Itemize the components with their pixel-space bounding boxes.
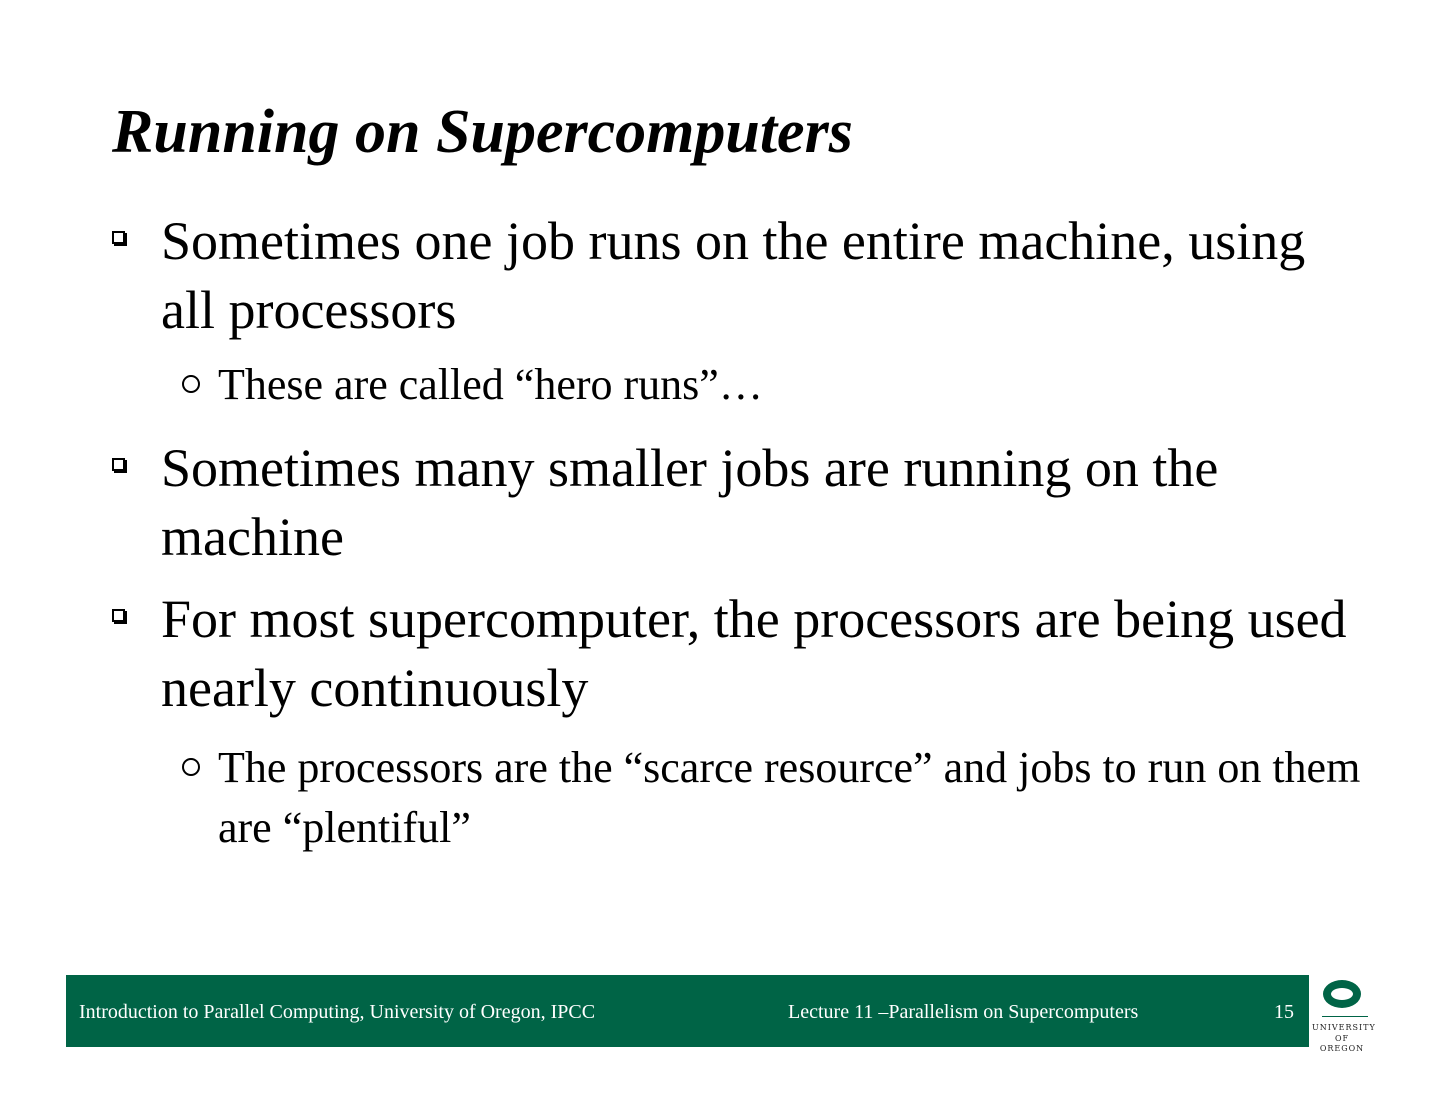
university-logo: [1312, 976, 1376, 1053]
square-bullet-icon: [112, 609, 125, 622]
footer-lecture: Lecture 11 –Parallelism on Supercomputers: [788, 1001, 1139, 1023]
logo-text-university: UNIVERSITY: [1312, 1023, 1376, 1032]
oregon-o-icon: [1323, 980, 1361, 1008]
page-number: 15: [1274, 1001, 1294, 1023]
bullet-text: For most supercomputer, the processors are being used nearly continuously: [161, 589, 1347, 718]
square-bullet-icon: [112, 458, 125, 471]
bullet-item: [112, 585, 1362, 723]
circle-bullet-icon: [182, 375, 200, 393]
sub-bullet-text: These are called “hero runs”…: [218, 360, 763, 409]
footer-course: Introduction to Parallel Computing, University of Oregon, IPCC: [79, 1001, 596, 1023]
sub-bullet-text: The processors are the “scarce resource” and jobs to run on them are “plentiful”: [218, 743, 1361, 852]
sub-bullet-item: [182, 738, 1362, 858]
square-bullet-icon: [112, 231, 125, 244]
footer-bar: [66, 975, 1309, 1047]
logo-text-of-oregon: OF OREGON: [1319, 1034, 1365, 1053]
bullet-item: [112, 207, 1362, 345]
slide-title: Running on Supercomputers: [112, 98, 853, 166]
sub-bullet-item: [182, 355, 1362, 415]
bullet-text: Sometimes many smaller jobs are running on the machine: [161, 438, 1219, 567]
circle-bullet-icon: [182, 758, 200, 776]
bullet-text: Sometimes one job runs on the entire machine, using all processors: [161, 211, 1306, 340]
bullet-item: [112, 434, 1362, 572]
logo-divider: [1322, 1016, 1368, 1017]
